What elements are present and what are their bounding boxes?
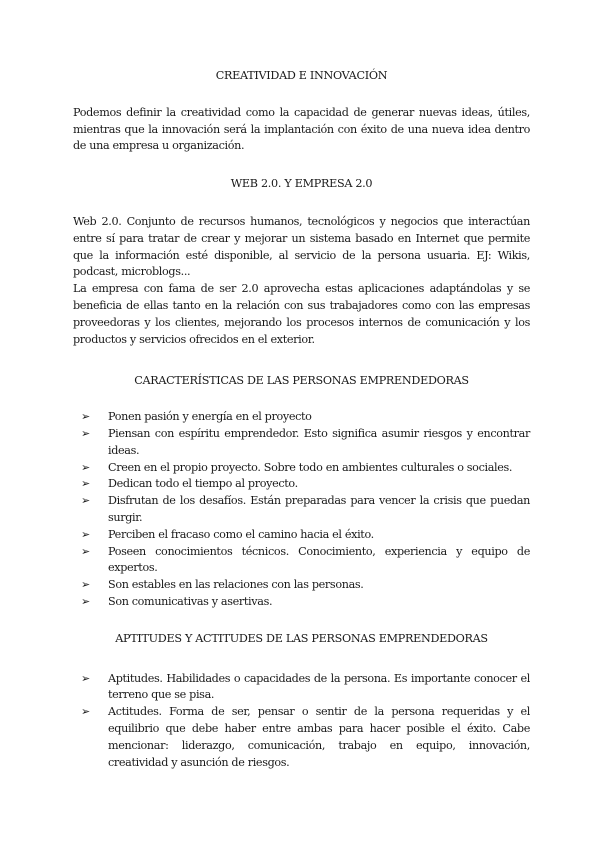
list-item xyxy=(73,671,530,705)
list-item xyxy=(73,493,530,527)
list-item xyxy=(73,426,530,460)
list-item-text: Piensan con espíritu emprendedor. Esto significa asumir riesgos y encontrar ideas. xyxy=(108,426,530,457)
arrow-bullet-icon: ➢ xyxy=(81,578,90,592)
heading-caracteristicas: CARACTERÍSTICAS DE LAS PERSONAS EMPRENDEDORAS xyxy=(134,374,469,388)
arrow-bullet-icon: ➢ xyxy=(81,705,90,719)
arrow-bullet-icon: ➢ xyxy=(81,410,90,424)
list-item xyxy=(73,476,530,493)
paragraph-web20: Web 2.0. Conjunto de recursos humanos, tecnológicos y negocios que interactúan entre sí para tratar de crear y mejorar un sistema basado en Internet que permite que la información esté disponible, al servicio de la persona usuaria. EJ: Wikis, podcast, microblogs... xyxy=(73,214,530,279)
heading-creatividad: CREATIVIDAD E INNOVACIÓN xyxy=(215,69,388,82)
paragraph-empresa20: La empresa con fama de ser 2.0 aprovecha estas aplicaciones adaptándolas y se beneficia de ellas tanto en la relación con sus trabajadores como con las empresas proveedoras y los clientes, mejorando los procesos internos de comunicación y los productos y servicios ofrecidos en el exterior. xyxy=(73,282,530,346)
list-aptitudes xyxy=(73,671,530,772)
list-item-text: Actitudes. Forma de ser, pensar o sentir de la persona requeridas y el equilibrio que debe haber entre ambas para hacer posible el éxito. Cabe mencionar: liderazgo, comunicación, trabajo en equipo, innovación, creatividad y asunción de riesgos. xyxy=(108,705,530,769)
list-item xyxy=(73,409,530,426)
list-item xyxy=(73,544,530,578)
paragraph-creatividad: Podemos definir la creatividad como la capacidad de generar nuevas ideas, útiles, mientras que la innovación será la implantación con éxito de una nueva idea dentro de una empresa u organización. xyxy=(73,105,530,153)
list-item-text: Ponen pasión y energía en el proyecto xyxy=(108,410,312,424)
list-item-text: Perciben el fracaso como el camino hacia el éxito. xyxy=(108,527,374,541)
list-item-text: Aptitudes. Habilidades o capacidades de la persona. Es importante conocer el terreno que se pisa. xyxy=(108,671,530,702)
arrow-bullet-icon: ➢ xyxy=(81,527,90,541)
heading-web20: WEB 2.0. Y EMPRESA 2.0 xyxy=(230,177,373,191)
list-item xyxy=(73,460,530,477)
arrow-bullet-icon: ➢ xyxy=(81,671,90,685)
arrow-bullet-icon: ➢ xyxy=(81,477,90,491)
arrow-bullet-icon: ➢ xyxy=(81,594,90,608)
arrow-bullet-icon: ➢ xyxy=(81,544,90,558)
arrow-bullet-icon: ➢ xyxy=(81,426,90,440)
arrow-bullet-icon: ➢ xyxy=(81,460,90,474)
list-item xyxy=(73,577,530,594)
list-item-text: Creen en el propio proyecto. Sobre todo en ambientes culturales o sociales. xyxy=(108,460,513,474)
list-item-text: Dedican todo el tiempo al proyecto. xyxy=(108,477,298,491)
list-item-text: Poseen conocimientos técnicos. Conocimiento, experiencia y equipo de expertos. xyxy=(108,544,530,575)
arrow-bullet-icon: ➢ xyxy=(81,494,90,508)
document-page xyxy=(73,68,530,771)
heading-aptitudes: APTITUDES Y ACTITUDES DE LAS PERSONAS EMPRENDEDORAS xyxy=(115,631,488,645)
list-item xyxy=(73,527,530,544)
list-item-text: Son comunicativas y asertivas. xyxy=(108,594,273,608)
list-item-text: Disfrutan de los desafíos. Están preparadas para vencer la crisis que puedan surgir. xyxy=(108,494,530,524)
list-item xyxy=(73,594,530,611)
list-item-text: Son estables en las relaciones con las personas. xyxy=(108,578,364,592)
list-item xyxy=(73,704,530,771)
list-caracteristicas xyxy=(73,409,530,611)
